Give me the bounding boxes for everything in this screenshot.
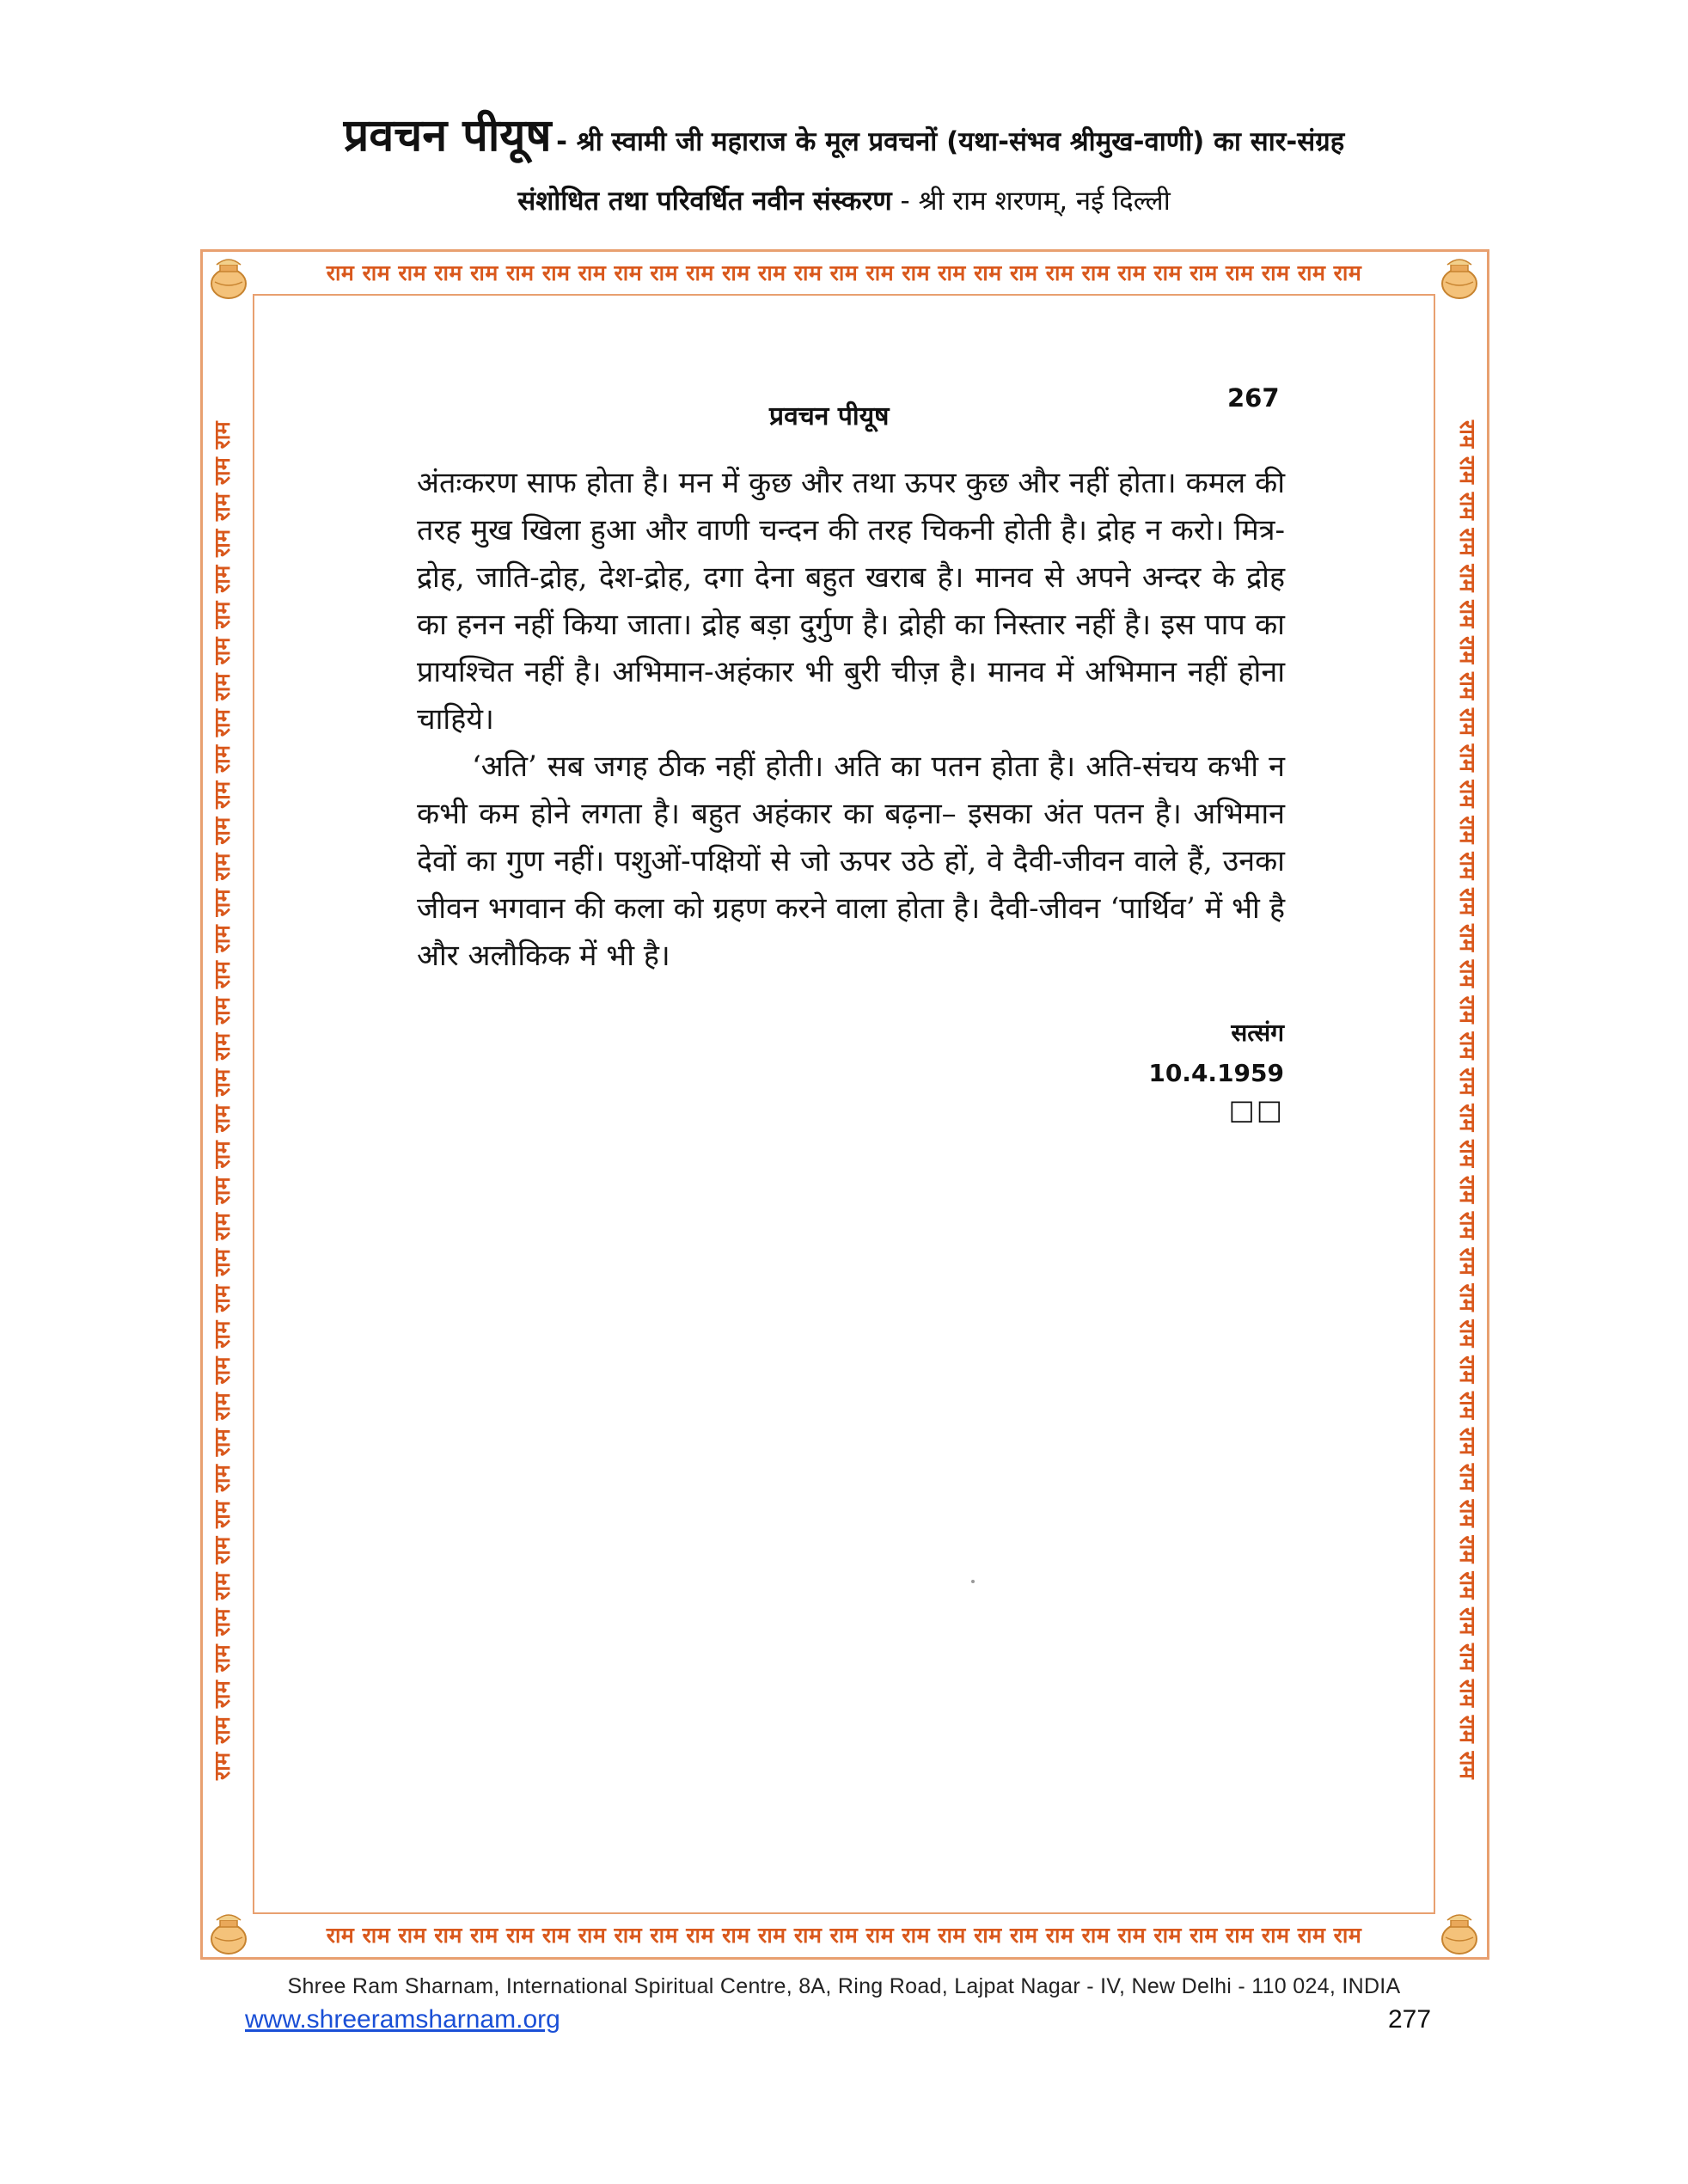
ram-border-left: राम राम राम राम राम राम राम राम राम राम राम राम राम राम राम राम राम राम राम राम राम राम राम राम राम राम राम राम राम राम राम राम राम राम राम राम राम राम (210, 420, 235, 1780)
page-header-title (0, 103, 1688, 164)
book-running-title: प्रवचन पीयूष (769, 401, 890, 431)
kalash-icon (1435, 254, 1483, 303)
header-subtitle: - श्री स्वामी जी महाराज के मूल प्रवचनों (यथा-संभव श्रीमुख-वाणी) का सार-संग्रह (556, 126, 1345, 157)
paragraph: ‘अति’ सब जगह ठीक नहीं होती। अति का पतन होता है। अति-संचय कभी न कभी कम होने लगता है। बहुत अहंकार का बढ़ना– इसका अंत पतन है। अभिमान देवों का गुण नहीं। पशुओं-पक्षियों से जो ऊपर उठे हों, वे दैवी-जीवन वाले हैं, उनका जीवन भगवान की कला को ग्रहण करने वाला होता है। दैवी-जीवन ‘पार्थिव’ में भी है और अलौकिक में भी है। (417, 749, 1285, 973)
header-edition: संशोधित तथा परिवर्धित नवीन संस्करण (517, 186, 892, 217)
kalash-icon (1435, 1910, 1483, 1958)
footer-page-number: 277 (1388, 2005, 1432, 2034)
book-body-text (417, 460, 1285, 980)
footer-address: Shree Ram Sharnam, International Spiritual Centre, 8A, Ring Road, Lajpat Nagar - IV, New Delhi - 110 024, INDIA (287, 1974, 1401, 1998)
signature-satsang: सत्संग (1231, 1019, 1284, 1047)
speck (971, 1580, 975, 1583)
signature-date: 10.4.1959 (1148, 1059, 1284, 1087)
end-marks: □□ (1228, 1093, 1284, 1126)
header-publisher: - श्री राम शरणम्, नई दिल्ली (900, 186, 1171, 217)
kalash-icon (205, 254, 253, 303)
page-header-edition (0, 182, 1688, 218)
website-link[interactable]: www.shreeramsharnam.org (245, 2005, 560, 2034)
header-title: प्रवचन पीयूष (343, 110, 552, 162)
kalash-icon (205, 1910, 253, 1958)
ram-border-right: राम राम राम राम राम राम राम राम राम राम राम राम राम राम राम राम राम राम राम राम राम राम राम राम राम राम राम राम राम राम राम राम राम राम राम राम राम राम (1455, 420, 1480, 1780)
ram-border-top: राम राम राम राम राम राम राम राम राम राम राम राम राम राम राम राम राम राम राम राम राम राम राम राम राम राम राम राम राम (326, 260, 1362, 285)
paragraph: अंतःकरण साफ होता है। मन में कुछ और तथा ऊपर कुछ और नहीं होता। कमल की तरह मुख खिला हुआ और वाणी चन्दन की तरह चिकनी होती है। द्रोह न करो। मित्र-द्रोह, जाति-द्रोह, देश-द्रोह, दगा देना बहुत खराब है। मानव से अपने अन्दर के द्रोह का हनन नहीं किया जाता। द्रोह बड़ा दुर्गुण है। द्रोही का निस्तार नहीं है। इस पाप का प्रायश्चित नहीं है। अभिमान-अहंकार भी बुरी चीज़ है। मानव में अभिमान नहीं होना चाहिये। (417, 466, 1285, 737)
ram-border-bottom: राम राम राम राम राम राम राम राम राम राम राम राम राम राम राम राम राम राम राम राम राम राम राम राम राम राम राम राम राम (326, 1923, 1362, 1948)
book-page-number: 267 (1227, 383, 1280, 413)
